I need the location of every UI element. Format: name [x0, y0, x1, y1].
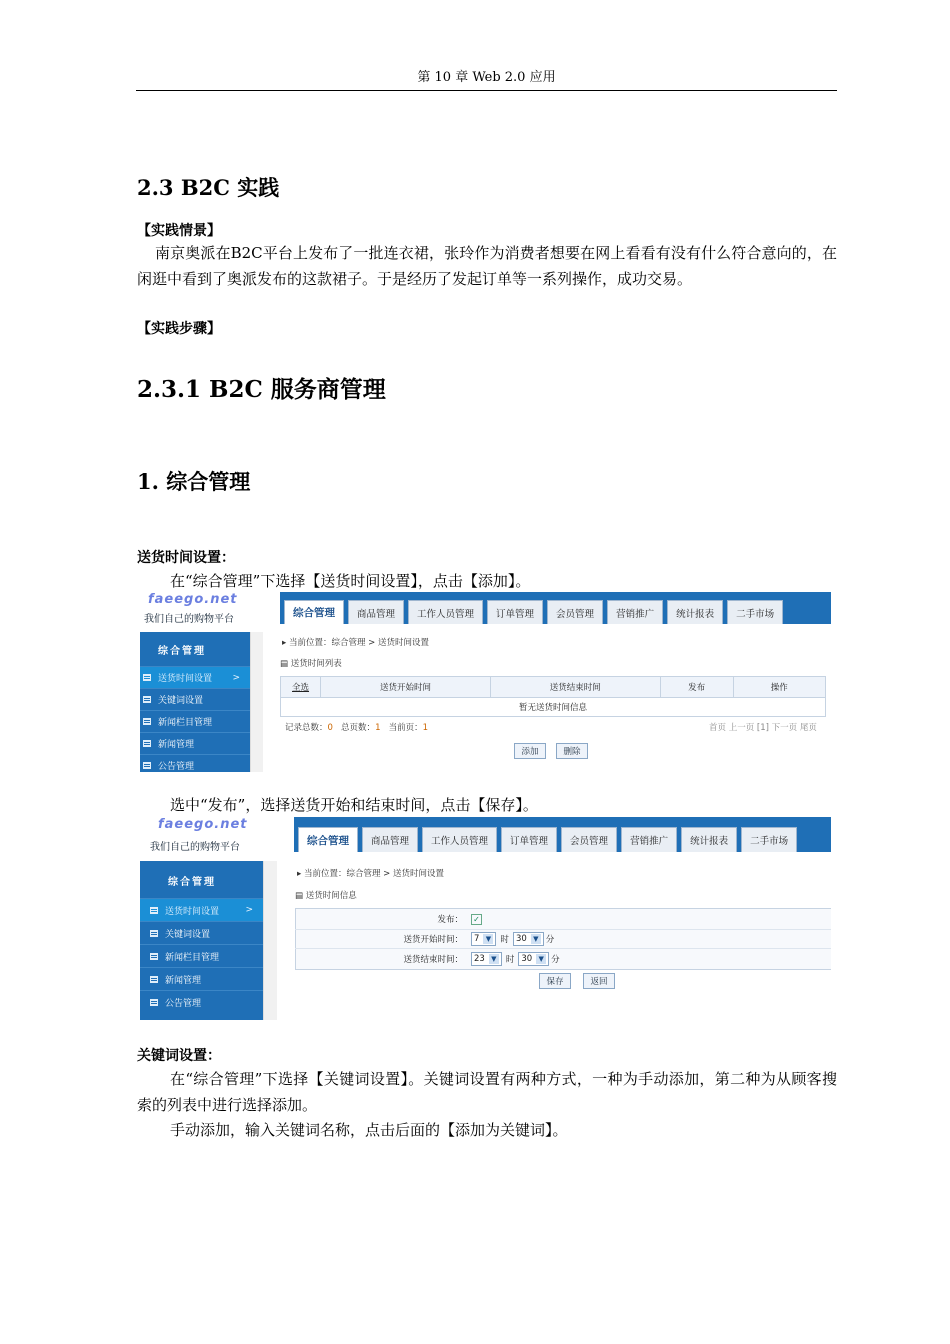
logo-subtitle: 我们自己的购物平台: [150, 842, 240, 853]
tab-members[interactable]: 会员管理: [561, 827, 617, 852]
sidebar-title: 综合管理: [168, 877, 216, 888]
list-title-text: 送货时间列表: [290, 659, 342, 669]
total-pages-label: 总页数：: [341, 723, 376, 733]
sidebar-item-label: 公告管理: [158, 762, 195, 772]
list-icon: [143, 718, 151, 725]
section-heading-2-3-1: 2.3.1 B2C 服务商管理: [137, 376, 386, 403]
start-hour-value: 7: [474, 934, 480, 944]
record-total-value: 0: [327, 723, 333, 733]
logo-art: faeego.net: [158, 817, 248, 832]
sidebar-item-label: 新闻栏目管理: [158, 718, 213, 728]
breadcrumb-text: 当前位置：综合管理 > 送货时间设置: [288, 638, 429, 648]
hour-unit: 时: [505, 954, 515, 965]
minute-unit: 分: [551, 954, 560, 965]
tab-marketing[interactable]: 营销推广: [621, 827, 677, 852]
logo-art: faeego.net: [148, 592, 238, 607]
breadcrumb: ▸ 当前位置：综合管理 > 送货时间设置: [282, 638, 429, 648]
sidebar-item-news[interactable]: [140, 967, 263, 990]
sidebar-item-label: 送货时间设置: [165, 906, 220, 917]
publish-label: 发布：: [437, 915, 463, 925]
screenshot-delivery-list: [140, 592, 831, 772]
sidebar: [140, 632, 250, 772]
sidebar-item-notices[interactable]: [140, 990, 263, 1013]
tab-orders[interactable]: 订单管理: [501, 827, 557, 852]
keyword-text-1: 在“综合管理”下选择【关键词设置】。关键词设置有两种方式，一种为手动添加，第二种为从顾客搜索的列表中进行选择添加。: [137, 1070, 837, 1114]
start-minute-select[interactable]: [513, 932, 544, 946]
list-icon: [150, 999, 158, 1006]
start-hour-select[interactable]: [471, 932, 496, 946]
list-icon: [150, 907, 158, 914]
start-time-label: 送货开始时间：: [403, 935, 463, 945]
logo-subtitle: 我们自己的购物平台: [144, 614, 234, 625]
delete-button[interactable]: 删除: [556, 743, 588, 759]
chevron-down-icon: ▼: [489, 954, 499, 964]
sidebar-item-label: 公告管理: [165, 998, 202, 1009]
sidebar-item-news-columns[interactable]: [140, 944, 263, 967]
sidebar-item-label: 送货时间设置: [158, 674, 213, 684]
start-minute-value: 30: [515, 934, 527, 944]
minute-unit: 分: [545, 935, 555, 945]
end-hour-select[interactable]: [471, 952, 502, 966]
current-page-label: 当前页：: [388, 723, 423, 733]
tab-secondhand[interactable]: 二手市场: [727, 600, 783, 624]
list-icon: [143, 740, 151, 747]
chevron-right-icon: >: [232, 672, 240, 683]
sidebar-item-notices[interactable]: [140, 754, 250, 772]
list-icon: [143, 696, 151, 703]
tab-marketing[interactable]: 营销推广: [607, 600, 663, 624]
end-minute-value: 30: [521, 953, 533, 964]
list-icon: [150, 953, 158, 960]
tab-staff[interactable]: 工作人员管理: [422, 827, 497, 852]
sidebar-item-label: 关键词设置: [158, 696, 204, 706]
tab-products[interactable]: 商品管理: [362, 827, 418, 852]
delivery-time-table: [280, 676, 826, 717]
section-heading-2-3: 2.3 B2C 实践: [137, 175, 280, 200]
save-button[interactable]: 保存: [539, 973, 571, 989]
sidebar-item-delivery-time[interactable]: [140, 666, 250, 688]
list-icon: [150, 930, 158, 937]
info-title: ▤ 送货时间信息: [295, 891, 357, 901]
scenario-label: 【实践情景】: [137, 223, 221, 239]
sidebar-item-label: 新闻栏目管理: [165, 952, 220, 963]
delivery-label: 送货时间设置：: [137, 550, 235, 566]
record-stats: [285, 721, 428, 733]
chevron-down-icon: ▼: [531, 934, 541, 944]
sidebar-item-news-columns[interactable]: [140, 710, 250, 732]
sidebar-item-label: 新闻管理: [165, 975, 202, 986]
tab-staff[interactable]: 工作人员管理: [408, 600, 483, 624]
delivery-text-1: 在“综合管理”下选择【送货时间设置】，点击【添加】。: [170, 572, 531, 590]
total-pages-value: 1: [375, 723, 381, 733]
breadcrumb-text: 当前位置：综合管理 > 送货时间设置: [303, 869, 444, 879]
form-row-end: [295, 948, 831, 968]
info-title-text: 送货时间信息: [305, 891, 357, 901]
chevron-down-icon: ▼: [536, 954, 546, 964]
keyword-text-2: 手动添加，输入关键词名称，点击后面的【添加为关键词】。: [170, 1121, 568, 1139]
form-row-start: [295, 929, 831, 948]
sidebar-scrollbar[interactable]: [263, 861, 277, 1020]
tab-general[interactable]: 综合管理: [298, 827, 358, 852]
tab-reports[interactable]: 统计报表: [667, 600, 723, 624]
sidebar-item-news[interactable]: [140, 732, 250, 754]
screenshot-delivery-form: [140, 817, 831, 1020]
sidebar-item-delivery-time[interactable]: [140, 898, 263, 921]
end-time-label: 送货结束时间：: [403, 954, 463, 965]
column-header: 操作: [733, 677, 825, 698]
page-header: 第 10 章 Web 2.0 应用: [136, 66, 837, 91]
tab-orders[interactable]: 订单管理: [487, 600, 543, 624]
list-icon: [150, 976, 158, 983]
column-header: 送货开始时间: [321, 677, 491, 698]
back-button[interactable]: 返回: [583, 973, 615, 989]
select-all-link[interactable]: 全选: [281, 677, 321, 698]
record-total-label: 记录总数：: [285, 723, 328, 733]
end-minute-select[interactable]: [518, 952, 549, 966]
empty-row: 暂无送货时间信息: [281, 698, 826, 717]
publish-checkbox[interactable]: ✓: [471, 914, 482, 925]
list-title: ▤ 送货时间列表: [280, 659, 342, 669]
chevron-right-icon: >: [245, 905, 253, 915]
steps-label: 【实践步骤】: [137, 321, 221, 337]
main-tabs: [284, 600, 783, 624]
logo: [140, 592, 280, 624]
tab-secondhand[interactable]: 二手市场: [741, 827, 797, 852]
keyword-label: 关键词设置：: [137, 1048, 221, 1064]
column-header: 送货结束时间: [490, 677, 660, 698]
list-icon: [143, 762, 151, 769]
tab-general[interactable]: 综合管理: [284, 600, 344, 624]
section-heading-1: 1. 综合管理: [137, 469, 251, 494]
sidebar-item-keywords[interactable]: [140, 688, 250, 710]
sidebar: [140, 861, 263, 1020]
current-page-value: 1: [422, 723, 429, 733]
column-header: 发布: [660, 677, 733, 698]
tab-products[interactable]: 商品管理: [348, 600, 404, 624]
pager[interactable]: 首页 上一页 [1] 下一页 尾页: [709, 723, 817, 733]
tab-reports[interactable]: 统计报表: [681, 827, 737, 852]
sidebar-scrollbar[interactable]: [250, 632, 263, 772]
form-row-publish: [295, 910, 831, 928]
sidebar-item-keywords[interactable]: [140, 921, 263, 944]
main-tabs: [298, 827, 797, 852]
breadcrumb: ▸ 当前位置：综合管理 > 送货时间设置: [297, 869, 444, 879]
logo: [140, 817, 294, 852]
delivery-text-2: 选中“发布”，选择送货开始和结束时间，点击【保存】。: [170, 796, 538, 814]
chevron-down-icon: ▼: [483, 934, 493, 944]
sidebar-item-label: 关键词设置: [165, 929, 211, 940]
hour-unit: 时: [500, 935, 509, 945]
sidebar-item-label: 新闻管理: [158, 740, 195, 750]
add-button[interactable]: 添加: [514, 743, 546, 759]
end-hour-value: 23: [474, 953, 485, 964]
sidebar-title: 综合管理: [158, 646, 206, 657]
tab-members[interactable]: 会员管理: [547, 600, 603, 624]
scenario-text: 南京奥派在B2C平台上发布了一批连衣裙，张玲作为消费者想要在网上看看有没有什么符合意向的，在闲逛中看到了奥派发布的这款裙子。于是经历了发起订单等一系列操作，成功交易。: [137, 244, 837, 288]
list-icon: [143, 674, 151, 681]
